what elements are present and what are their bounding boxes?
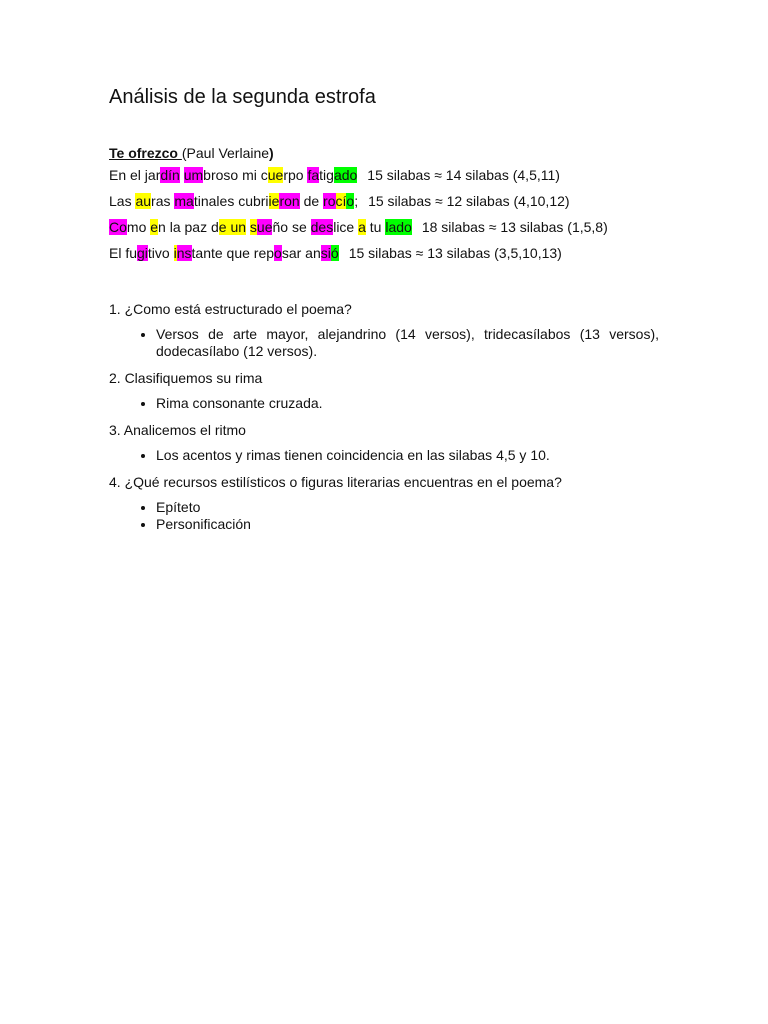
highlighted-syllable: Co (109, 219, 127, 235)
highlighted-syllable: o (274, 245, 282, 261)
highlighted-syllable: ie (268, 193, 280, 209)
poem-heading (109, 144, 659, 162)
verse-text: lice (333, 219, 359, 235)
syllable-count: 18 silabas ≈ 13 silabas (1,5,8) (421, 219, 608, 235)
highlighted-syllable: ma (174, 193, 194, 209)
highlighted-syllable: um (183, 167, 204, 183)
document-page (109, 84, 659, 533)
highlighted-syllable: fa (307, 167, 320, 183)
question-text: 2. Clasifiquemos su rima (109, 370, 263, 386)
syllable-count: 15 silabas ≈ 14 silabas (4,5,11) (367, 167, 560, 183)
highlighted-syllable: e un (218, 219, 247, 235)
highlighted-syllable: o (346, 193, 355, 209)
answer-item: • Epíteto (156, 499, 659, 516)
question-text: 1. ¿Como está estructurado el poema? (109, 301, 352, 317)
poem-title: Te ofrezco (109, 145, 182, 161)
syllable-count: 15 silabas ≈ 12 silabas (4,10,12) (368, 193, 570, 209)
poem-verse (109, 166, 659, 184)
highlighted-syllable: cí (335, 193, 347, 209)
answer-list (109, 395, 659, 412)
highlighted-syllable: au (135, 193, 152, 209)
verse-text: tu (365, 219, 386, 235)
highlighted-syllable: si (320, 245, 331, 261)
page-title: Análisis de la segunda estrofa (109, 86, 376, 108)
highlighted-syllable: des (310, 219, 334, 235)
poem-verse (109, 244, 659, 262)
highlighted-syllable: ó (330, 245, 339, 261)
answer-list (109, 447, 659, 464)
highlighted-syllable: ron (279, 193, 300, 209)
verse-text: broso mi c (203, 167, 268, 183)
highlighted-syllable: ro (323, 193, 336, 209)
verse-text: El fu (109, 245, 138, 261)
highlighted-syllable: gi (137, 245, 148, 261)
highlighted-syllable: ue (256, 219, 273, 235)
highlighted-syllable: e (150, 219, 159, 235)
verse-text: tante que rep (191, 245, 275, 261)
verse-text: ; (354, 193, 359, 209)
syllable-count: 15 silabas ≈ 13 silabas (3,5,10,13) (348, 245, 562, 261)
verse-text: sar an (281, 245, 321, 261)
verse-text: Las (109, 193, 136, 209)
highlighted-syllable: lado (385, 219, 412, 235)
verse-text: ño se (272, 219, 311, 235)
highlighted-syllable: dín (160, 167, 180, 183)
highlighted-syllable: s (249, 219, 257, 235)
answer-item: • Rima consonante cruzada. (156, 395, 659, 412)
highlighted-syllable: a (358, 219, 366, 235)
poem-verses (109, 166, 659, 262)
poem-verse (109, 218, 659, 236)
highlighted-syllable: ue (267, 167, 284, 183)
verse-text: n la paz d (158, 219, 219, 235)
verse-text: tivo (147, 245, 174, 261)
highlighted-syllable: ns (176, 245, 192, 261)
verse-text: En el jar (109, 167, 161, 183)
verse-text: tinales cubri (193, 193, 269, 209)
poem-author: (Paul Verlaine (181, 145, 270, 161)
verse-text: ras (151, 193, 175, 209)
question-list (109, 300, 659, 533)
question-text: 3. Analicemos el ritmo (109, 422, 246, 438)
poem-author-close: ) (269, 145, 274, 161)
question-text: 4. ¿Qué recursos estilísticos o figuras literarias encuentras en el poema? (109, 474, 562, 490)
verse-text: de (299, 193, 324, 209)
verse-text: tig (319, 167, 334, 183)
poem-verse (109, 192, 659, 210)
verse-text: rpo (283, 167, 308, 183)
answer-list (109, 326, 659, 360)
highlighted-syllable: i (173, 245, 177, 261)
highlighted-syllable: ado (333, 167, 358, 183)
answer-list (109, 499, 659, 533)
verse-text: mo (126, 219, 151, 235)
answer-item: • Versos de arte mayor, alejandrino (14 versos), tridecasílabos (13 versos), dodecasílabo (12 versos). (156, 326, 659, 360)
answer-item: • Los acentos y rimas tienen coincidencia en las silabas 4,5 y 10. (156, 447, 659, 464)
answer-item: • Personificación (156, 516, 659, 533)
